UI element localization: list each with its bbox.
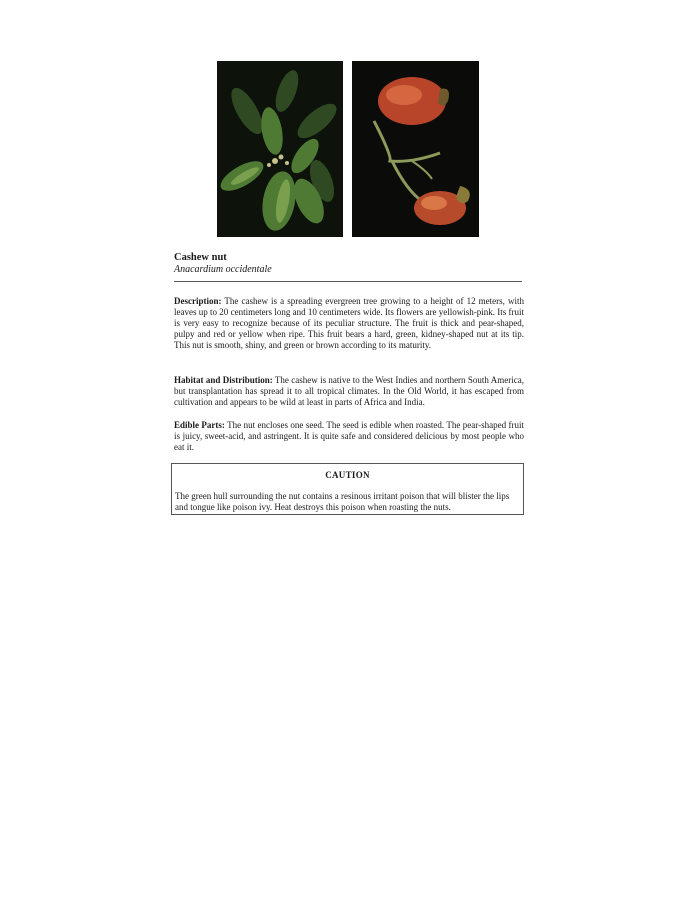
habitat-text: The cashew is native to the West Indies and northern South America, but transplantation has spread it to all tropical climates. In the Old World, it has escaped from cultivation and appears to be wild at least in parts of Africa and India. <box>174 375 524 407</box>
scientific-name: Anacardium occidentale <box>174 264 272 275</box>
cashew-leaves-photo <box>217 61 343 237</box>
description-text: The cashew is a spreading evergreen tree growing to a height of 12 meters, with leaves up to 20 centimeters long and 10 centimeters wide. Its flowers are yellowish-pink. Its fruit is very easy to recognize because of its peculiar structure. The fruit is thick and pear-shaped, pulpy and red or yellow when ripe. This fruit bears a hard, green, kidney-shaped nut at its tip. This nut is smooth, shiny, and green or brown according to its maturity. <box>174 296 524 350</box>
description-paragraph <box>174 296 524 351</box>
title-divider <box>174 281 522 282</box>
edible-text: The nut encloses one seed. The seed is edible when roasted. The pear-shaped fruit is juicy, sweet-acid, and astringent. It is quite safe and considered delicious by most people who eat it. <box>174 420 524 452</box>
habitat-paragraph <box>174 375 524 408</box>
plant-title-block <box>174 252 522 276</box>
cashew-fruit-photo <box>352 61 479 237</box>
description-heading: Description: <box>174 296 222 306</box>
caution-box <box>171 463 524 515</box>
habitat-heading: Habitat and Distribution: <box>174 375 273 385</box>
edible-heading: Edible Parts: <box>174 420 225 430</box>
edible-parts-paragraph <box>174 420 524 453</box>
common-name: Cashew nut <box>174 252 227 263</box>
caution-text: The green hull surrounding the nut contains a resinous irritant poison that will blister the lips and tongue like poison ivy. Heat destroys this poison when roasting the nuts. <box>175 491 510 512</box>
caution-title: CAUTION <box>325 470 370 480</box>
